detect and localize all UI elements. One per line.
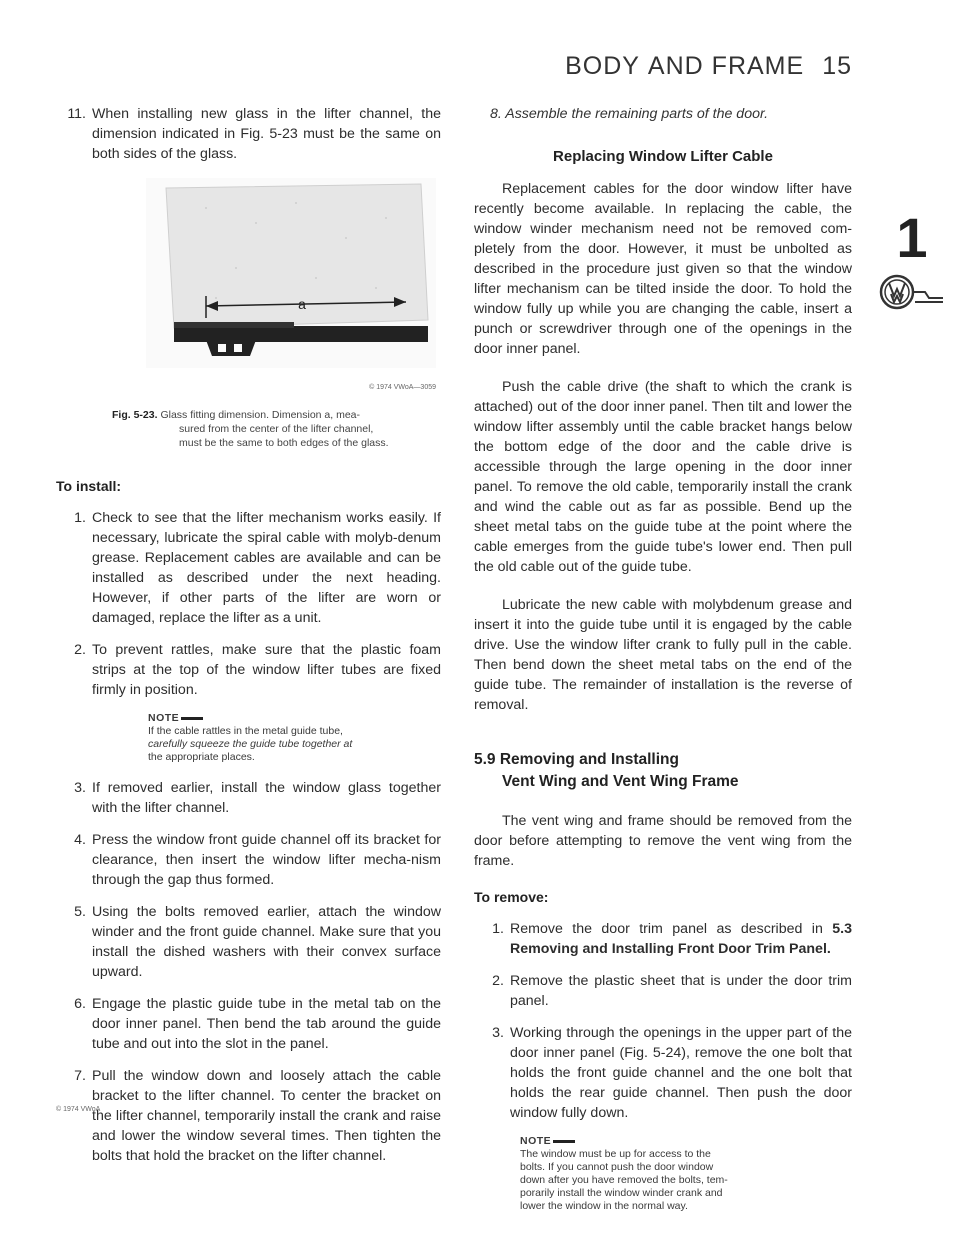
install-step-6: 6. Engage the plastic guide tube in the metal tab on the door inner panel. Then bend the tab around the guide tube and out into the slot in the panel. [74, 996, 441, 1052]
step-11: 11. When installing new glass in the lifter channel, the dimension indicated in Fig. 5-23 must be the same on both sides of the glass. [67, 106, 441, 162]
section-heading-5-9: 5.9 Removing and Installing Vent Wing and Vent Wing Frame [474, 751, 739, 790]
cross-reference-5-3: 5.3 Removing and Installing Front Door Trim Panel. [510, 921, 852, 957]
note-window-up: NOTE The window must be up for access to the bolts. If you cannot push the door window down after you have removed the bolts, tem- porarily install the window winder crank and lower the window in the normal way. [520, 1135, 728, 1212]
glass-fitting-photo [146, 178, 436, 368]
right-column [474, 104, 852, 1213]
install-steps-b [56, 778, 441, 1166]
dimension-label: a [298, 296, 306, 312]
heading-replacing-cable: Replacing Window Lifter Cable [553, 148, 773, 165]
figure-5-23 [146, 178, 436, 398]
vent-wing-paragraph: The vent wing and frame should be removed from the door before attempting to remove the vent wing from the frame. [474, 813, 852, 869]
remove-step-1: 1. Remove the door trim panel as described in 5.3 Removing and Installing Front Door Trim Panel. [492, 921, 852, 957]
page-number: 15 [822, 52, 852, 80]
step-11-text: When installing new glass in the lifter channel, the dimension indicated in Fig. 5-23 must be the same on both sides of the glass. [92, 106, 441, 162]
figure-caption: Fig. 5-23. Glass fitting dimension. Dimension a, mea- sured from the center of the lifter channel, must be the same to both edges of the glass. [112, 409, 389, 449]
remove-step-3: 3. Working through the openings in the upper part of the door inner panel (Fig. 5-24), remove the one bolt that holds the front guide channel and the one bolt that holds the rear guide channel. Then push the door window fully down. [492, 1025, 852, 1121]
install-step-5: 5. Using the bolts removed earlier, attach the window winder and the front guide channel. Make sure that you install the dished washers with their convex surface upward. [74, 904, 441, 980]
to-install-heading: To install: [56, 478, 122, 494]
chapter-number: 1 [896, 206, 928, 269]
step-8: 8. Assemble the remaining parts of the door. [490, 106, 769, 122]
cable-paragraph-1: Replacement cables for the door window lifter have recently become available. In replacing the cable, the window winder mechanism need not be removed com-pletely from the door. However, it must be unbolted as described in the procedure just given so that the window lifter mechanism can be tilted inside the door. To hold the window fully up while you are changing the cable, insert a punch or screwdriver through one of the openings in the door inner panel. [474, 181, 852, 357]
cable-paragraph-2: Push the cable drive (the shaft to which the crank is attached) out of the door inner panel. Then tilt and lower the window lifter assembly until the cable bracket hangs below the bottom edge of the door and the cable drive is accessible through the large opening in the door inner panel. To remove the old cable, temporarily install the crank and wind the cable out as far as possible. Bend up the sheet metal tabs on the guide tube at the point where the cable emerges from the guide tube's lower end. Then pull the old cable out of the guide tube. [474, 379, 852, 575]
figure-credit: © 1974 VWoA—3059 [369, 384, 436, 391]
header-title: BODY AND FRAME [565, 52, 805, 80]
caption-figure-number: Fig. 5-23. [112, 409, 158, 421]
note-dash-right [553, 1140, 575, 1143]
install-steps-a [56, 508, 441, 700]
remove-steps [474, 919, 852, 1123]
install-step-3: 3. If removed earlier, install the window glass together with the lifter channel. [74, 780, 441, 816]
install-step-1: 1. Check to see that the lifter mechanism works easily. If necessary, lubricate the spiral cable with molyb-denum grease. Replacement cables are available and can be installed as described under the next heading. However, if other parts of the lifter are worn or damaged, replace the lifter as a unit. [74, 510, 441, 626]
note-label: NOTE [148, 712, 180, 724]
left-column [56, 104, 441, 1178]
note-label-right: NOTE [520, 1135, 552, 1147]
note-cable-rattle: NOTE If the cable rattles in the metal guide tube, carefully squeeze the guide tube together at the appropriate places. [148, 712, 353, 763]
page-copyright: © 1974 VWoA [56, 1106, 101, 1113]
chapter-tab [872, 206, 952, 312]
page-header [565, 52, 852, 81]
cable-paragraph-3: Lubricate the new cable with molybdenum grease and insert it into the guide tube until it is engaged by the cable drive. Use the window lifter crank to fully pull in the cable. Then bend down the sheet metal tabs on the end of the guide tube. The remainder of installation is the reverse of removal. [474, 597, 852, 713]
vw-logo-icon [879, 272, 945, 312]
to-remove-heading: To remove: [474, 889, 549, 905]
install-step-7: 7. Pull the window down and loosely attach the cable bracket to the lifter channel. To center the bracket on the lifter channel, temporarily install the crank and raise and lower the window several times. Then tighten the bolts that hold the bracket on the lifter channel. [74, 1068, 441, 1164]
note-dash [181, 717, 203, 720]
install-step-2: 2. To prevent rattles, make sure that the plastic foam strips at the top of the window lifter tubes are fixed firmly in position. [74, 642, 441, 698]
remove-step-2: 2. Remove the plastic sheet that is under the door trim panel. [492, 973, 852, 1009]
install-step-4: 4. Press the window front guide channel off its bracket for clearance, then insert the window lifter mecha-nism through the gap thus formed. [74, 832, 441, 888]
